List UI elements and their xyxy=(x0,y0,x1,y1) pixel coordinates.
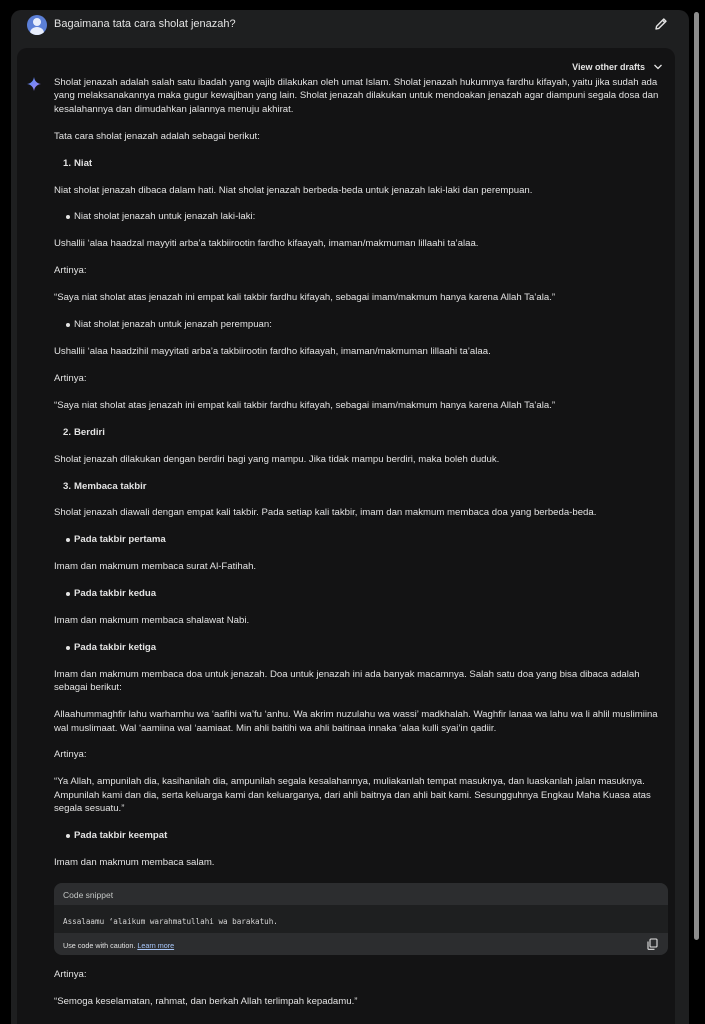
user-query-text: Bagaimana tata cara sholat jenazah? xyxy=(54,18,236,30)
takbir-3-title: Pada takbir ketiga xyxy=(54,641,669,654)
step-2-description: Sholat jenazah dilakukan dengan berdiri bagi yang mampu. Jika tidak mampu berdiri, maka boleh duduk. xyxy=(54,453,500,465)
salam-meaning: “Semoga keselamatan, rahmat, dan berkah Allah terlimpah kepadamu.” xyxy=(54,996,358,1008)
artinya-label: Artinya: xyxy=(54,265,87,277)
pencil-icon[interactable] xyxy=(653,16,669,32)
step-2-title: Berdiri xyxy=(74,426,105,438)
drafts-label: View other drafts xyxy=(572,62,645,72)
takbir-3-description: Imam dan makmum membaca doa untuk jenazah. Doa untuk jenazah ini ada banyak macamnya. Salah satu doa yang bisa dibaca adalah sebagai berikut: xyxy=(54,668,640,694)
niat-female-label: Niat sholat jenazah untuk jenazah perempuan: xyxy=(54,318,669,331)
artinya-label: Artinya: xyxy=(54,749,87,761)
niat-female-meaning: “Saya niat sholat atas jenazah ini empat kali takbir fardhu kifayah, sebagai imam/makmum hanya karena Allah Ta’ala.” xyxy=(54,399,556,411)
view-other-drafts-button[interactable] xyxy=(572,62,663,72)
artinya-label: Artinya: xyxy=(54,372,87,384)
step-3-number: 3. xyxy=(63,480,72,492)
niat-male-meaning: “Saya niat sholat atas jenazah ini empat kali takbir fardhu kifayah, sebagai imam/makmum hanya karena Allah Ta’ala.” xyxy=(54,292,556,304)
niat-female-text: Ushallii ‘alaa haadzihil mayyitati arba’a takbiirootin fardho kifaayah, imaman/makmuman lillaahi ta’alaa. xyxy=(54,345,491,357)
niat-male-text: Ushallii ‘alaa haadzal mayyiti arba’a takbiirootin fardho kifaayah, imaman/makmuman lillaahi ta’alaa. xyxy=(54,238,479,250)
response-panel xyxy=(17,48,675,1024)
step-3-description: Sholat jenazah diawali dengan empat kali takbir. Pada setiap kali takbir, imam dan makmum membaca doa yang berbeda-beda. xyxy=(54,507,597,519)
learn-more-link[interactable]: Learn more xyxy=(137,940,175,950)
step-1-description: Niat sholat jenazah dibaca dalam hati. Niat sholat jenazah berbeda-beda untuk jenazah laki-laki dan perempuan. xyxy=(54,184,533,196)
code-caution-text: Use code with caution. xyxy=(63,940,136,950)
code-snippet-body[interactable]: Assalaamu ‘alaikum warahmatullahi wa barakatuh. xyxy=(54,905,668,933)
takbir-1-description: Imam dan makmum membaca surat Al-Fatihah. xyxy=(54,561,257,573)
user-query-bar xyxy=(11,10,689,42)
takbir-1-title: Pada takbir pertama xyxy=(54,533,669,546)
chat-window xyxy=(11,10,689,1024)
takbir-4-title: Pada takbir keempat xyxy=(54,829,669,842)
scrollbar[interactable] xyxy=(694,12,700,1022)
step-2 xyxy=(54,426,669,439)
chevron-down-icon xyxy=(653,63,663,71)
doa-meaning: “Ya Allah, ampunilah dia, kasihanilah dia, ampunilah segala kesalahannya, muliakanlah tempat masuknya, dan luaskanlah jalan masuknya. Ampunilah kami dan dia, serta keluarga kami dan keluarganya, dari ahli baitnya dan ahli bait kami. Sesungguhnya Engkau Maha Kuasa atas segala sesuatu.” xyxy=(54,776,651,815)
takbir-2-description: Imam dan makmum membaca shalawat Nabi. xyxy=(54,615,250,627)
code-snippet-block xyxy=(54,883,668,955)
steps-intro: Tata cara sholat jenazah adalah sebagai berikut: xyxy=(54,130,260,142)
doa-text: Allaahummaghfir lahu warhamhu wa ‘aafihi wa’fu ‘anhu. Wa akrim nuzulahu wa wassi’ madkhalah. Waghfir lanaa wa lahu wa li ahlil muslimiina wal muslimaat. Wal ‘aamiina wal ‘aamiaat. Min ahli baitihi wa ahli baitinaa innaka ‘alaa kulli syai’in qadiir. xyxy=(54,709,658,734)
step-3-title: Membaca takbir xyxy=(74,480,147,492)
artinya-label: Artinya: xyxy=(54,969,87,981)
intro-paragraph: Sholat jenazah adalah salah satu ibadah yang wajib dilakukan oleh umat Islam. Sholat jenazah hukumnya fardhu kifayah, yaitu jika sudah ada yang melaksanakannya maka gugur kewajiban yang lain. Sholat jenazah dilakukan untuk mendoakan jenazah agar diampuni segala dosa dan kesalahannya dan dimudahkan jalannya menuju akhirat. xyxy=(54,77,659,115)
takbir-2-title: Pada takbir kedua xyxy=(54,587,669,600)
code-snippet-header: Code snippet xyxy=(54,883,668,905)
scrollbar-thumb[interactable] xyxy=(694,12,699,940)
code-snippet-footer xyxy=(54,933,668,955)
gemini-sparkle-icon xyxy=(26,76,42,92)
niat-male-label: Niat sholat jenazah untuk jenazah laki-laki: xyxy=(54,210,669,223)
step-1-title: Niat xyxy=(74,157,93,169)
step-2-number: 2. xyxy=(63,426,72,438)
copy-icon[interactable] xyxy=(647,938,658,950)
step-3 xyxy=(54,480,669,493)
takbir-4-description: Imam dan makmum membaca salam. xyxy=(54,857,215,868)
step-1 xyxy=(54,157,669,170)
step-1-number: 1. xyxy=(63,157,72,169)
user-avatar[interactable] xyxy=(27,15,47,35)
response-content xyxy=(54,76,669,1009)
